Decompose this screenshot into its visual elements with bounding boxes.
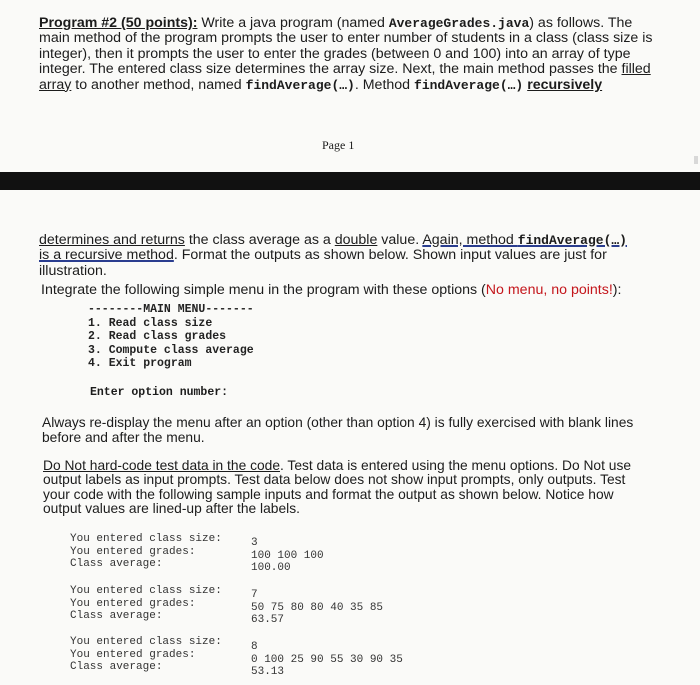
text: value. bbox=[377, 232, 423, 248]
program-description bbox=[39, 16, 659, 93]
text: Write a java program (named bbox=[197, 15, 389, 31]
average-value: 100.00 bbox=[251, 562, 291, 575]
grades-value: 100 100 100 bbox=[251, 549, 324, 562]
text: the class average as a bbox=[184, 232, 335, 248]
sample-1-labels: You entered class size: You entered grades: Class average: bbox=[70, 533, 222, 571]
enter-option-prompt: Enter option number: bbox=[90, 386, 229, 399]
text: ) as follows. The main method of the program prompts the user to enter number of students in a class (class size is integer), then it prompts the user to enter the grades (between 0 and 100) into an array of type integer. The entered class size determines the array size. Next, the main method passes the bbox=[39, 15, 653, 78]
class-size-value: 7 bbox=[251, 589, 258, 601]
sample-1-values bbox=[251, 537, 324, 575]
text: Integrate the following simple menu in the program with these options ( bbox=[41, 282, 486, 298]
text: double bbox=[334, 232, 378, 248]
no-menu-warning: No menu, no points! bbox=[485, 282, 613, 298]
text: Again, method bbox=[422, 232, 518, 248]
filled-array-text: filled array bbox=[39, 61, 651, 93]
sample-3-values bbox=[251, 641, 403, 679]
text: . Test data is entered using the menu options. Do Not use output labels as input prompts. Test data below does not show input prompts, only outputs. Test your code with the following sample inputs and format the output as shown below. Notice how output values are lined-up after the labels. bbox=[43, 458, 632, 517]
paragraph-returns bbox=[39, 233, 639, 279]
scroll-mark bbox=[694, 156, 698, 164]
page-top bbox=[0, 0, 700, 172]
recursively-text: recursively bbox=[527, 76, 603, 93]
hard-code-warning: Do Not hard-code test data in the code bbox=[43, 458, 280, 473]
code-findaverage: findAverage(…) bbox=[414, 77, 524, 93]
sample-2-labels: You entered class size: You entered grades: Class average: bbox=[70, 585, 222, 623]
code-filename: AverageGrades.java bbox=[388, 16, 530, 31]
class-size-value: 3 bbox=[251, 537, 258, 549]
paragraph-test-data bbox=[43, 459, 643, 517]
text: is a recursive method bbox=[39, 247, 174, 264]
menu-listing: --------MAIN MENU------- 1. Read class size 2. Read class grades 3. Compute class average 4. Exit program bbox=[88, 303, 254, 371]
grades-value: 50 75 80 80 40 35 85 bbox=[251, 601, 384, 614]
text: determines and returns bbox=[39, 232, 185, 248]
program-heading: Program #2 (50 points): bbox=[39, 15, 198, 31]
average-value: 63.57 bbox=[251, 614, 285, 627]
paragraph-redisplay: Always re-display the menu after an option (other than option 4) is fully exercised with blank lines before and after the menu. bbox=[42, 415, 634, 446]
page-separator bbox=[0, 172, 700, 190]
text: . Method bbox=[354, 76, 415, 93]
code-findaverage: findAverage(…) bbox=[245, 77, 355, 93]
grades-value: 0 100 25 90 55 30 90 35 bbox=[251, 653, 403, 666]
page-number: Page 1 bbox=[322, 138, 355, 152]
sample-3-labels: You entered class size: You entered grades: Class average: bbox=[70, 636, 222, 674]
sample-2-values bbox=[251, 589, 383, 627]
text: ): bbox=[612, 282, 622, 298]
average-value: 53.13 bbox=[251, 666, 285, 679]
code-findaverage: findAverage(…) bbox=[517, 233, 627, 248]
paragraph-menu-intro bbox=[41, 283, 661, 298]
text: . Format the outputs as shown below. Shown input values are just for illustration. bbox=[39, 247, 607, 279]
text: to another method, named bbox=[71, 76, 246, 93]
class-size-value: 8 bbox=[251, 641, 258, 653]
